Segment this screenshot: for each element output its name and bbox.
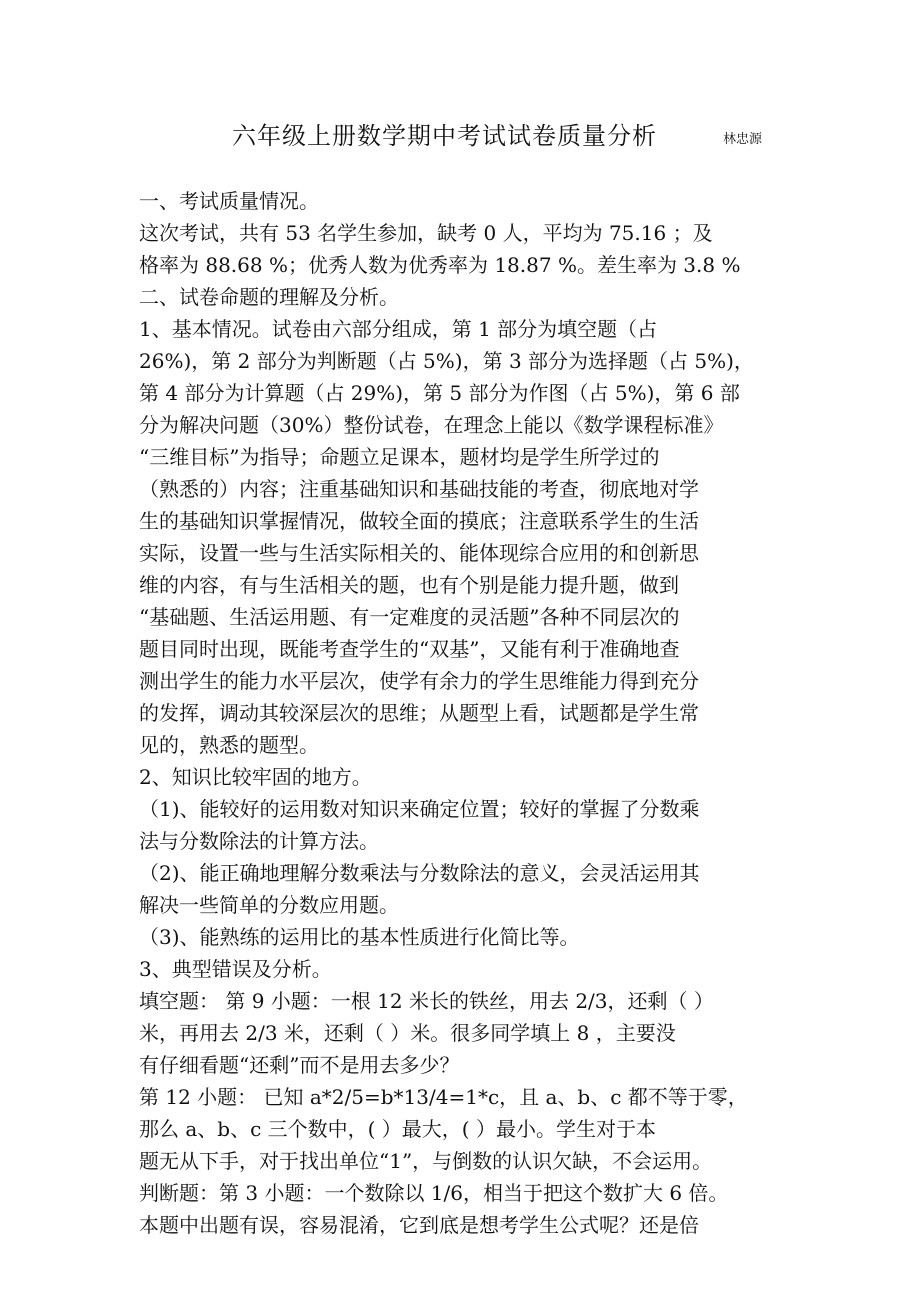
body-line: 本题中出题有误，容易混淆，它到底是想考学生公式呢？还是倍 <box>139 1213 699 1237</box>
subsection-solid-knowledge: 2、知识比较牢固的地方。 <box>139 765 372 789</box>
body-line: 测出学生的能力水平层次，使学有余力的学生思维能力得到充分 <box>139 669 699 693</box>
body-line: （3)、能熟练的运用比的基本性质进行化简比等。 <box>139 925 580 949</box>
body-line: 米，再用去 2/3 米，还剩（ ）米。很多同学填上 8 ，主要没 <box>139 1021 676 1045</box>
title-row <box>0 118 920 158</box>
document-author: 林忠源 <box>723 132 763 147</box>
document-title: 六年级上册数学期中考试试卷质量分析 <box>232 122 657 150</box>
body-line: 这次考试，共有 53 名学生参加，缺考 0 人，平均为 75.16 ；及 <box>139 221 713 245</box>
body-line: 格率为 88.68 %；优秀人数为优秀率为 18.87 %。差生率为 3.8 % <box>139 253 741 277</box>
body-line: （2)、能正确地理解分数乘法与分数除法的意义，会灵活运用其 <box>139 861 700 885</box>
body-line: 26%)，第 2 部分为判断题（占 5%)，第 3 部分为选择题（占 5%)， <box>139 349 754 373</box>
body-line: 第 12 小题： 已知 a*2/5=b*13/4=1*c，且 a、b、c 都不等于零， <box>139 1085 748 1109</box>
body-line: 填空题： 第 9 小题：一根 12 米长的铁丝，用去 2/3，还剩（ ） <box>139 989 714 1013</box>
section-heading-paper-analysis: 二、试卷命题的理解及分析。 <box>139 285 399 309</box>
body-line: 有仔细看题“还剩”而不是用去多少？ <box>139 1053 460 1077</box>
body-line: 判断题：第 3 小题：一个数除以 1/6，相当于把这个数扩大 6 倍。 <box>139 1181 729 1205</box>
body-line: “基础题、生活运用题、有一定难度的灵活题”各种不同层次的 <box>139 605 680 629</box>
body-line: 解决一些简单的分数应用题。 <box>139 893 399 917</box>
subsection-basic-situation: 1、基本情况。试卷由六部分组成，第 1 部分为填空题（占 <box>139 317 658 341</box>
body-line: 题无从下手，对于找出单位“1”，与倒数的认识欠缺，不会运用。 <box>139 1149 713 1173</box>
body-line: 题目同时出现，既能考查学生的“双基”，又能有利于准确地查 <box>139 637 680 661</box>
body-line: “三维目标”为指导；命题立足课本，题材均是学生所学过的 <box>139 445 660 469</box>
body-line: 的发挥，调动其较深层次的思维；从题型上看，试题都是学生常 <box>139 701 699 725</box>
body-line: 法与分数除法的计算方法。 <box>139 829 379 853</box>
body-line: 实际，设置一些与生活实际相关的、能体现综合应用的和创新思 <box>139 541 699 565</box>
body-line: （熟悉的）内容；注重基础知识和基础技能的考查，彻底地对学 <box>139 477 699 501</box>
body-line: 那么 a、b、c 三个数中，( ）最大，( ）最小。学生对于本 <box>139 1117 656 1141</box>
document-body <box>139 185 799 1241</box>
subsection-typical-errors: 3、典型错误及分析。 <box>139 957 332 981</box>
body-line: 分为解决问题（30%）整份试卷，在理念上能以《数学课程标准》 <box>139 413 724 437</box>
body-line: 生的基础知识掌握情况，做较全面的摸底；注意联系学生的生活 <box>139 509 699 533</box>
body-line: 见的，熟悉的题型。 <box>139 733 319 757</box>
body-line: （1)、能较好的运用数对知识来确定位置；较好的掌握了分数乘 <box>139 797 700 821</box>
section-heading-exam-quality: 一、考试质量情况。 <box>139 189 319 213</box>
body-line: 第 4 部分为计算题（占 29%)，第 5 部分为作图（占 5%)，第 6 部 <box>139 381 740 405</box>
body-line: 维的内容，有与生活相关的题，也有个别是能力提升题，做到 <box>139 573 679 597</box>
